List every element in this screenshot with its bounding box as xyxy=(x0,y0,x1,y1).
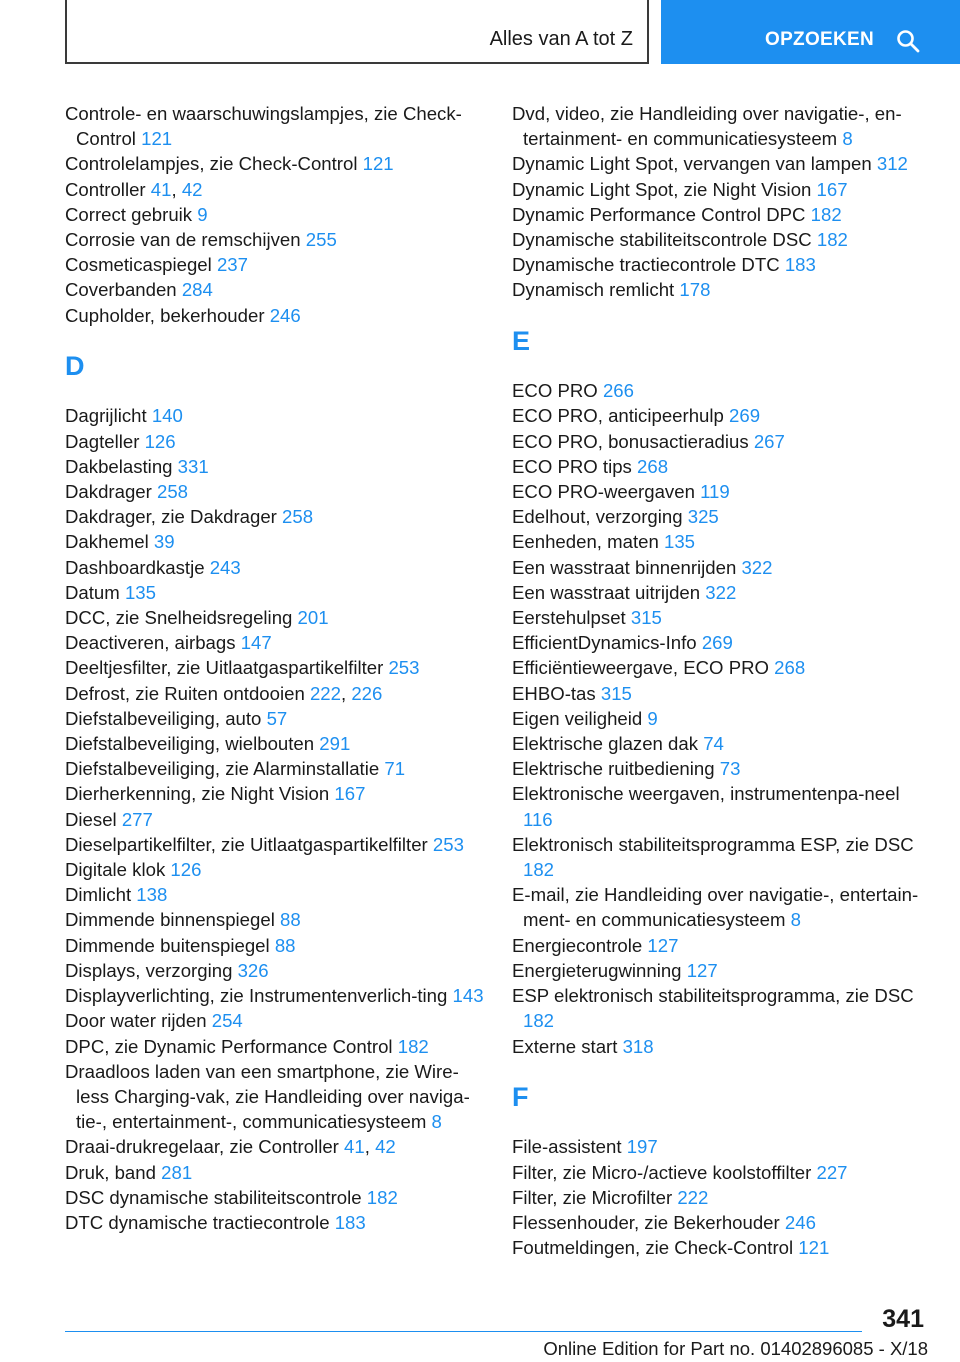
page-link[interactable]: 183 xyxy=(784,254,816,276)
index-entry xyxy=(65,252,485,277)
section-letter-text: E xyxy=(512,326,531,356)
index-term: Dimlicht xyxy=(65,884,132,906)
index-term: Een wasstraat uitrijden xyxy=(512,581,701,603)
page-link[interactable]: 284 xyxy=(181,279,213,301)
index-term: Elektrische glazen dak xyxy=(512,733,699,755)
page-link[interactable]: 121 xyxy=(798,1237,830,1259)
index-entry xyxy=(512,605,932,630)
index-term: Elektrische ruitbediening xyxy=(512,758,715,780)
index-entry xyxy=(65,479,485,504)
page-link[interactable]: 143 xyxy=(452,985,484,1007)
index-entry xyxy=(65,731,485,756)
index-term: DPC, zie Dynamic Performance Control xyxy=(65,1035,393,1057)
page-link[interactable]: 147 xyxy=(240,632,272,654)
index-entry xyxy=(65,832,485,857)
index-term: Defrost, zie Ruiten ontdooien xyxy=(65,682,305,704)
index-entry xyxy=(65,857,485,882)
index-entry: Draai-drukregelaar, zie Controller 41, 42 xyxy=(65,1136,396,1158)
page-link[interactable]: 88 xyxy=(280,909,301,931)
index-term: Datum xyxy=(65,581,120,603)
index-term: Controlelampjes, zie Check-Control xyxy=(65,153,358,175)
page-link[interactable]: 182 xyxy=(523,859,555,881)
page-link[interactable]: 182 xyxy=(816,229,848,251)
index-term: ECO PRO xyxy=(512,380,598,402)
page-link[interactable]: 39 xyxy=(153,531,175,553)
index-term: DTC dynamische tractiecontrole xyxy=(65,1211,330,1233)
page-link[interactable]: 268 xyxy=(637,455,669,477)
index-term: Edelhout, verzorging xyxy=(512,506,683,528)
index-entry xyxy=(512,1210,932,1235)
index-term: Digitale klok xyxy=(65,859,166,881)
index-entry xyxy=(512,655,932,680)
index-entry xyxy=(65,958,485,983)
page-link[interactable]: 269 xyxy=(701,632,733,654)
index-term: EfficientDynamics-Info xyxy=(512,632,697,654)
page-link[interactable]: 41 xyxy=(150,178,172,200)
index-term: Dynamic Light Spot, vervangen van lampen xyxy=(512,153,872,175)
index-column-left xyxy=(65,101,485,1235)
index-entry xyxy=(65,202,485,227)
page-link[interactable]: 312 xyxy=(876,153,908,175)
page-link[interactable]: 268 xyxy=(774,657,806,679)
page-link[interactable]: 222 xyxy=(309,682,341,704)
page-link[interactable]: 42 xyxy=(375,1136,396,1158)
index-term: File-assistent xyxy=(512,1136,622,1158)
index-term: Corrosie van de remschijven xyxy=(65,229,301,251)
page-link[interactable]: 281 xyxy=(161,1161,193,1183)
index-term: Elektronische weergaven, instrumentenpa-neel xyxy=(512,783,900,805)
index-entry xyxy=(512,403,932,428)
index-term: Displays, verzorging xyxy=(65,959,233,981)
index-entry xyxy=(512,277,932,302)
index-entry xyxy=(65,706,485,731)
index-term: Draadloos laden van een smartphone, zie Wire-less Charging-vak, zie Handleiding over naviga-tie-, entertainment-, communicatiesysteem xyxy=(65,1060,470,1133)
index-entry xyxy=(512,1185,932,1210)
index-entry xyxy=(65,630,485,655)
page-link[interactable]: 74 xyxy=(703,733,724,755)
page-link[interactable]: 8 xyxy=(431,1111,442,1133)
page-link[interactable]: 8 xyxy=(842,128,853,150)
index-term: Draai-drukregelaar, zie Controller xyxy=(65,1136,339,1158)
index-term: Dvd, video, zie Handleiding over navigatie-, en-tertainment- en communicatiesysteem xyxy=(512,103,902,150)
index-entry xyxy=(512,983,932,1033)
index-term: Controle- en waarschuwingslampjes, zie Check-Control xyxy=(65,103,462,150)
index-term: Dynamische stabiliteitscontrole DSC xyxy=(512,229,812,251)
page-link[interactable]: 277 xyxy=(121,808,153,830)
index-entry xyxy=(65,1008,485,1033)
page-link[interactable]: 201 xyxy=(297,607,329,629)
index-term: Diefstalbeveiliging, zie Alarminstallatie xyxy=(65,758,380,780)
index-term: Dagrijlicht xyxy=(65,405,147,427)
page-link[interactable]: 227 xyxy=(816,1161,848,1183)
index-entry xyxy=(512,706,932,731)
index-entry xyxy=(65,983,485,1008)
page-link[interactable]: 8 xyxy=(790,909,801,931)
index-entry xyxy=(512,1235,932,1260)
page-link[interactable]: 322 xyxy=(705,581,737,603)
index-term: ECO PRO-weergaven xyxy=(512,481,695,503)
index-entry xyxy=(65,429,485,454)
page-link[interactable]: 197 xyxy=(626,1136,658,1158)
index-term: Cupholder, bekerhouder xyxy=(65,304,265,326)
index-term: Dakdrager, zie Dakdrager xyxy=(65,506,277,528)
index-entry xyxy=(512,882,932,932)
index-term: Dakdrager xyxy=(65,481,152,503)
index-term: Eenheden, maten xyxy=(512,531,659,553)
page-link[interactable]: 243 xyxy=(209,556,241,578)
page-link[interactable]: 258 xyxy=(157,481,189,503)
section-letter-text: F xyxy=(512,1082,529,1113)
page-link[interactable]: 183 xyxy=(334,1211,366,1233)
index-entry xyxy=(65,1185,485,1210)
page-link[interactable]: 315 xyxy=(630,607,662,629)
index-term: Cosmeticaspiegel xyxy=(65,254,212,276)
index-entry xyxy=(512,177,932,202)
page-link[interactable]: 119 xyxy=(700,481,730,503)
header-tab xyxy=(65,0,649,64)
index-term: Deactiveren, airbags xyxy=(65,632,236,654)
index-entry xyxy=(512,479,932,504)
page-link[interactable]: 127 xyxy=(647,934,679,956)
index-term: Correct gebruik xyxy=(65,203,193,225)
index-term: Dieselpartikelfilter, zie Uitlaatgaspartikelfilter xyxy=(65,833,428,855)
index-entry xyxy=(65,277,485,302)
page-link[interactable]: 57 xyxy=(266,707,288,729)
index-term: Externe start xyxy=(512,1035,618,1057)
footer-divider xyxy=(65,1331,862,1332)
page-link[interactable]: 269 xyxy=(729,405,761,427)
index-term: Displayverlichting, zie Instrumentenverlich-ting xyxy=(65,985,448,1007)
index-term: Dakhemel xyxy=(65,531,149,553)
index-term: Dimmende buitenspiegel xyxy=(65,934,270,956)
index-term: Eerstehulpset xyxy=(512,607,626,629)
search-icon xyxy=(896,29,920,53)
index-term: Efficiëntieweergave, ECO PRO xyxy=(512,657,769,679)
index-term: DCC, zie Snelheidsregeling xyxy=(65,607,293,629)
page-link[interactable]: 167 xyxy=(816,178,848,200)
index-entry xyxy=(512,756,932,781)
index-term: E-mail, zie Handleiding over navigatie-, entertain-ment- en communicatiesysteem xyxy=(512,884,919,931)
index-entry xyxy=(65,1210,485,1235)
page-link[interactable]: 246 xyxy=(784,1211,816,1233)
page-link[interactable]: 9 xyxy=(647,707,658,729)
index-term: Diefstalbeveiliging, auto xyxy=(65,707,262,729)
search-button-label: OPZOEKEN xyxy=(765,29,875,50)
page-link[interactable]: 237 xyxy=(216,254,248,276)
index-term: Energiecontrole xyxy=(512,934,643,956)
page-number: 341 xyxy=(882,1305,924,1333)
page-link[interactable]: 222 xyxy=(677,1186,709,1208)
page-link[interactable]: 140 xyxy=(151,405,183,427)
index-term: Flessenhouder, zie Bekerhouder xyxy=(512,1211,780,1233)
index-entry xyxy=(512,378,932,403)
index-entry xyxy=(65,933,485,958)
page-link[interactable]: 253 xyxy=(432,833,464,855)
index-entry xyxy=(512,1134,932,1159)
index-entry xyxy=(65,1160,485,1185)
page-link[interactable]: 182 xyxy=(810,203,842,225)
index-entry xyxy=(512,1034,932,1059)
page-link[interactable]: 258 xyxy=(282,506,314,528)
page-link[interactable]: 226 xyxy=(351,682,383,704)
index-term: Dashboardkastje xyxy=(65,556,205,578)
index-entry xyxy=(512,933,932,958)
index-term: EHBO-tas xyxy=(512,682,596,704)
index-entry xyxy=(65,303,485,328)
index-term: Dynamisch remlicht xyxy=(512,279,675,301)
page-link[interactable]: 325 xyxy=(687,506,719,528)
index-term: Druk, band xyxy=(65,1161,156,1183)
index-entry xyxy=(512,580,932,605)
index-term: Elektronisch stabiliteitsprogramma ESP, zie DSC xyxy=(512,833,914,855)
section-letter-text: D xyxy=(65,351,85,382)
index-entry xyxy=(512,529,932,554)
footer-edition: Online Edition for Part no. 01402896085 - X/18 xyxy=(543,1338,928,1359)
page-link[interactable]: 266 xyxy=(602,380,634,402)
index-entry xyxy=(512,630,932,655)
index-term: ECO PRO, bonusactieradius xyxy=(512,430,749,452)
index-entry xyxy=(512,681,932,706)
index-term: Een wasstraat binnenrijden xyxy=(512,556,737,578)
index-term: Diefstalbeveiliging, wielbouten xyxy=(65,733,315,755)
index-entry xyxy=(65,907,485,932)
page-link[interactable]: 291 xyxy=(319,733,351,755)
page-link[interactable]: 182 xyxy=(366,1186,398,1208)
page-link[interactable]: 326 xyxy=(237,959,269,981)
index-entry xyxy=(512,1160,932,1185)
index-entry xyxy=(65,756,485,781)
index-entry xyxy=(512,202,932,227)
page-link[interactable]: 167 xyxy=(334,783,366,805)
page-link[interactable]: 331 xyxy=(177,455,209,477)
index-entry xyxy=(65,227,485,252)
page-link[interactable]: 121 xyxy=(141,128,173,150)
index-term: Dierherkenning, zie Night Vision xyxy=(65,783,330,805)
index-column-right xyxy=(512,101,932,1260)
index-entry xyxy=(65,101,485,151)
index-entry xyxy=(65,605,485,630)
index-term: Dynamische tractiecontrole DTC xyxy=(512,254,780,276)
index-entry xyxy=(512,504,932,529)
index-entry xyxy=(65,454,485,479)
page-link[interactable]: 41 xyxy=(344,1136,365,1158)
page-link[interactable]: 182 xyxy=(523,1010,555,1032)
page-link[interactable]: 135 xyxy=(663,531,696,553)
index-entry xyxy=(65,1034,485,1059)
page-link[interactable]: 315 xyxy=(600,682,632,704)
index-term: Dakbelasting xyxy=(65,455,173,477)
index-term: Deeltjesfilter, zie Uitlaatgaspartikelfilter xyxy=(65,657,384,679)
index-entry xyxy=(65,403,485,428)
index-term: ESP elektronisch stabiliteitsprogramma, zie DSC xyxy=(512,985,914,1007)
index-entry xyxy=(512,731,932,756)
section-letter xyxy=(512,303,932,379)
index-entry xyxy=(65,580,485,605)
index-term: Door water rijden xyxy=(65,1010,207,1032)
index-term: DSC dynamische stabiliteitscontrole xyxy=(65,1186,362,1208)
index-entry xyxy=(512,832,932,882)
index-entry xyxy=(65,882,485,907)
index-entry xyxy=(512,781,932,831)
index-entry xyxy=(512,429,932,454)
search-button[interactable] xyxy=(661,0,960,64)
page-link[interactable]: 135 xyxy=(124,581,156,603)
index-entry: Controller 41, 42 xyxy=(65,178,203,200)
index-entry xyxy=(512,227,932,252)
index-entry xyxy=(512,101,932,151)
page-link[interactable]: 178 xyxy=(679,279,711,301)
page-link[interactable]: 127 xyxy=(686,959,718,981)
page-link[interactable]: 42 xyxy=(181,178,203,200)
index-term: Filter, zie Micro-/actieve koolstoffilter xyxy=(512,1161,812,1183)
index-term: Energieterugwinning xyxy=(512,959,682,981)
page-link[interactable]: 246 xyxy=(269,304,301,326)
index-entry xyxy=(65,529,485,554)
index-term: Dagteller xyxy=(65,430,140,452)
index-term: Coverbanden xyxy=(65,279,177,301)
index-term: Diesel xyxy=(65,808,117,830)
index-entry xyxy=(512,555,932,580)
page-link[interactable]: 116 xyxy=(523,808,553,830)
page-link[interactable]: 9 xyxy=(197,203,208,225)
page-link[interactable]: 254 xyxy=(211,1010,243,1032)
page-link[interactable]: 138 xyxy=(136,884,168,906)
index-term: Dynamic Light Spot, zie Night Vision xyxy=(512,178,812,200)
page-link[interactable]: 182 xyxy=(397,1035,429,1057)
page-link[interactable]: 73 xyxy=(719,758,741,780)
page-link[interactable]: 126 xyxy=(170,859,202,881)
index-term: Filter, zie Microfilter xyxy=(512,1186,673,1208)
index-entry xyxy=(65,807,485,832)
index-entry xyxy=(512,151,932,176)
index-entry: Defrost, zie Ruiten ontdooien 222, 226 xyxy=(65,682,383,704)
index-term: ECO PRO, anticipeerhulp xyxy=(512,405,724,427)
page-link[interactable]: 121 xyxy=(362,153,394,175)
index-term: Eigen veiligheid xyxy=(512,707,643,729)
page-link[interactable]: 71 xyxy=(384,758,406,780)
page-link[interactable]: 253 xyxy=(388,657,420,679)
section-letter xyxy=(512,1059,932,1135)
index-entry xyxy=(512,252,932,277)
page-link[interactable]: 322 xyxy=(741,556,773,578)
page-link[interactable]: 255 xyxy=(305,229,337,251)
index-term: Dimmende binnenspiegel xyxy=(65,909,275,931)
index-entry xyxy=(512,454,932,479)
page-link[interactable]: 318 xyxy=(622,1035,654,1057)
section-letter xyxy=(65,328,485,404)
index-term: Foutmeldingen, zie Check-Control xyxy=(512,1237,794,1259)
index-entry xyxy=(65,151,485,176)
page-link[interactable]: 88 xyxy=(274,934,296,956)
index-entry xyxy=(65,781,485,806)
index-entry xyxy=(65,655,485,680)
index-entry xyxy=(65,555,485,580)
page-link[interactable]: 126 xyxy=(144,430,176,452)
alphabetical-index-link[interactable]: Alles van A tot Z xyxy=(489,28,633,50)
page-link[interactable]: 267 xyxy=(753,430,785,452)
index-term: ECO PRO tips xyxy=(512,455,632,477)
index-term: Dynamic Performance Control DPC xyxy=(512,203,806,225)
index-entry xyxy=(65,1059,485,1135)
index-term: Controller xyxy=(65,178,146,200)
index-entry xyxy=(512,958,932,983)
index-entry xyxy=(65,504,485,529)
